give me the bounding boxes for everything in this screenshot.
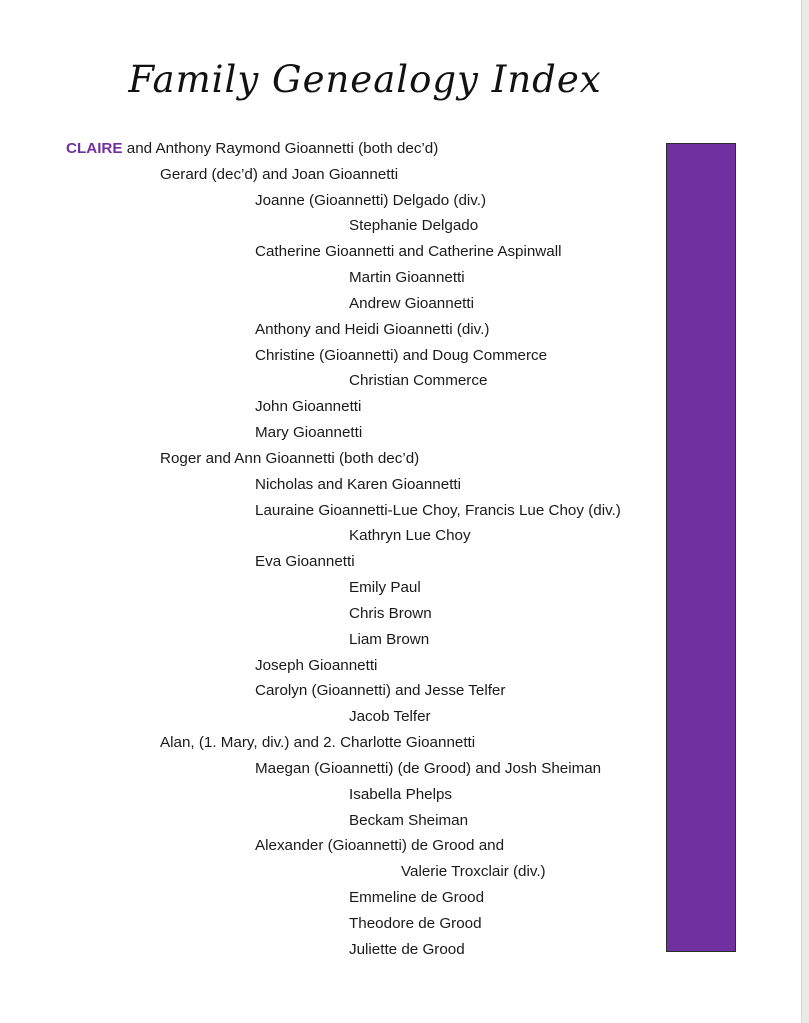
- entry-text: Andrew Gioannetti: [349, 294, 474, 312]
- genealogy-entry: [66, 885, 621, 911]
- genealogy-entry: [66, 549, 621, 575]
- page-title: Family Genealogy Index: [128, 58, 602, 101]
- entry-text: Joanne (Gioannetti) Delgado (div.): [255, 191, 487, 209]
- genealogy-entry: [66, 704, 621, 730]
- genealogy-entry: [66, 368, 621, 394]
- entry-text: Juliette de Grood: [349, 940, 465, 958]
- entry-text: and Anthony Raymond Gioannetti (both dec’d): [122, 140, 439, 157]
- entry-text: Emmeline de Grood: [349, 889, 485, 907]
- genealogy-entry: [66, 265, 621, 291]
- genealogy-entry: [66, 420, 621, 446]
- decorative-side-bar: [666, 143, 736, 952]
- genealogy-entry: [66, 782, 621, 808]
- entry-text: Isabella Phelps: [349, 785, 453, 803]
- genealogy-entry: [66, 472, 621, 498]
- genealogy-entry: [66, 678, 621, 704]
- entry-text: Nicholas and Karen Gioannetti: [255, 475, 462, 493]
- genealogy-entry: [66, 653, 621, 679]
- genealogy-entry: [66, 136, 621, 162]
- genealogy-entry: [66, 911, 621, 937]
- entry-text: Mary Gioannetti: [255, 424, 363, 442]
- entry-text: Christian Commerce: [349, 372, 488, 390]
- genealogy-entry: [66, 239, 621, 265]
- entry-text: Alan, (1. Mary, div.) and 2. Charlotte Gioannetti: [160, 734, 476, 752]
- genealogy-entry: [66, 188, 621, 214]
- entry-text: Theodore de Grood: [349, 914, 482, 932]
- entry-text: Valerie Troxclair (div.): [401, 863, 546, 881]
- entry-text: Eva Gioannetti: [255, 553, 355, 571]
- entry-text: Gerard (dec’d) and Joan Gioannetti: [160, 165, 399, 183]
- genealogy-entry: [66, 394, 621, 420]
- genealogy-entry: [66, 627, 621, 653]
- entry-text: Emily Paul: [349, 579, 421, 597]
- highlighted-name: CLAIRE: [66, 140, 123, 157]
- genealogy-entry: [66, 937, 621, 963]
- genealogy-entry: [66, 808, 621, 834]
- genealogy-entry: [66, 317, 621, 343]
- entry-text: John Gioannetti: [255, 398, 362, 416]
- genealogy-entry: [66, 756, 621, 782]
- entry-text: Beckam Sheiman: [349, 811, 469, 829]
- genealogy-entry: [66, 343, 621, 369]
- entry-text: Jacob Telfer: [349, 708, 431, 726]
- entry-text: Maegan (Gioannetti) (de Grood) and Josh Sheiman: [255, 759, 602, 777]
- genealogy-entry: [66, 498, 621, 524]
- entry-text: Alexander (Gioannetti) de Grood and: [255, 837, 505, 855]
- genealogy-entry: [66, 601, 621, 627]
- entry-text: Stephanie Delgado: [349, 217, 479, 235]
- entry-text: Christine (Gioannetti) and Doug Commerce: [255, 346, 548, 364]
- entry-text: Lauraine Gioannetti-Lue Choy, Francis Lue Choy (div.): [255, 501, 621, 519]
- genealogy-entry: [66, 575, 621, 601]
- genealogy-entry: [66, 859, 621, 885]
- genealogy-entry: [66, 730, 621, 756]
- genealogy-entry: [66, 446, 621, 472]
- entry-text: Kathryn Lue Choy: [349, 527, 471, 545]
- entry-text: Martin Gioannetti: [349, 269, 465, 287]
- entry-text: Anthony and Heidi Gioannetti (div.): [255, 320, 490, 338]
- entry-text: Carolyn (Gioannetti) and Jesse Telfer: [255, 682, 506, 700]
- entry-text: Roger and Ann Gioannetti (both dec’d): [160, 449, 420, 467]
- entry-text: Liam Brown: [349, 630, 430, 648]
- genealogy-list: [66, 136, 621, 963]
- entry-text: Joseph Gioannetti: [255, 656, 378, 674]
- entry-text: Catherine Gioannetti and Catherine Aspinwall: [255, 243, 562, 261]
- genealogy-entry: [66, 833, 621, 859]
- genealogy-entry: [66, 162, 621, 188]
- genealogy-entry: [66, 291, 621, 317]
- genealogy-entry: [66, 213, 621, 239]
- entry-text: Chris Brown: [349, 604, 432, 622]
- genealogy-entry: [66, 523, 621, 549]
